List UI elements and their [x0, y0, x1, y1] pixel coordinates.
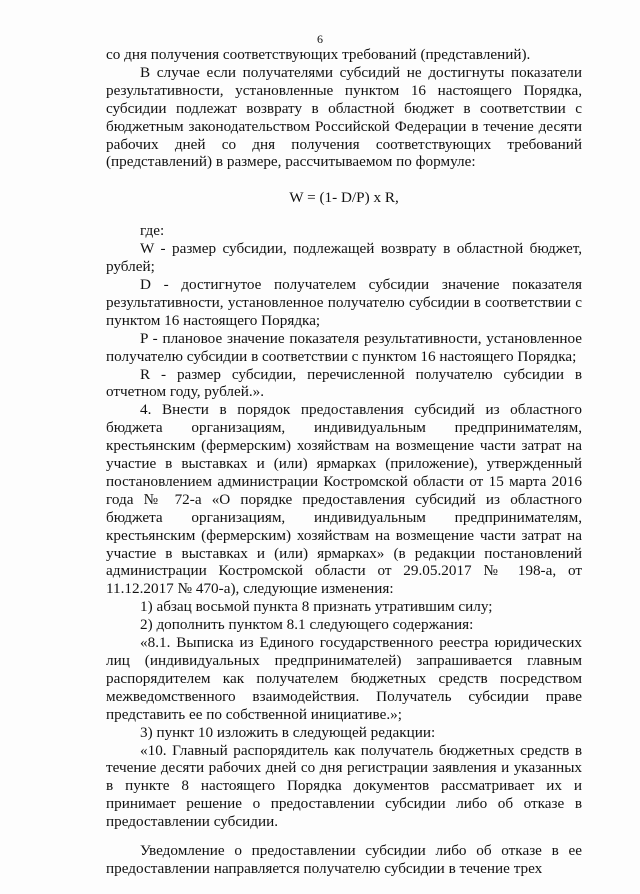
- paragraph-clause-8-1: «8.1. Выписка из Единого государственного реестра юридических лиц (индивидуальных предпринимателей) запрашивается главным распорядителем как получателем бюджетных средств посредством межведомственного взаимодействия. Получатель субсидии праве представить ее по собственной инициативе.»;: [106, 634, 582, 723]
- paragraph-where: где:: [140, 222, 165, 240]
- paragraph-notification: Уведомление о предоставлении субсидии либо об отказе в ее предоставлении направляется получателю субсидии в течение трех: [106, 842, 582, 877]
- paragraph-continuation: со дня получения соответствующих требований (представлений).: [106, 46, 531, 63]
- definition-d: D - достигнутое получателем субсидии значение показателя результативности, установленное получателю субсидии в соответствии с пунктом 16 настоящего Порядка;: [106, 275, 582, 329]
- page-number: 6: [317, 32, 323, 46]
- document-body: [106, 46, 582, 878]
- paragraph-item-4: 4. Внести в порядок предоставления субсидий из областного бюджета организациям, индивидуальным предпринимателям, крестьянским (фермерским) хозяйствам на возмещение части затрат на участие в выставках и (или) ярмарках (приложение), утвержденный постановлением администрации Костромской области от 15 марта 2016 года № 72-а «О порядке предоставления субсидий из областного бюджета организациям, индивидуальным предпринимателям, крестьянским (фермерским) хозяйствам на возмещение части затрат на участие в выставках и (или) ярмарках» (в редакции постановлений администрации Костромской области от 29.05.2017 № 198-а, от 11.12.2017 № 470-а), следующие изменения:: [106, 401, 582, 598]
- paragraph-change-2: 2) дополнить пунктом 8.1 следующего содержания:: [140, 616, 474, 634]
- definition-p: P - плановое значение показателя результативности, установленное получателю субсидии в соответствии с пунктом 16 настоящего Порядка;: [106, 329, 582, 365]
- paragraph-change-1: 1) абзац восьмой пункта 8 признать утратившим силу;: [140, 598, 493, 616]
- paragraph-change-3: 3) пункт 10 изложить в следующей редакции:: [140, 723, 436, 741]
- definition-r: R - размер субсидии, перечисленной получателю субсидии в отчетном году, рублей.».: [106, 365, 582, 401]
- paragraph-refund-condition: В случае если получателями субсидий не достигнуты показатели результативности, установленные пунктом 16 настоящего Порядка, субсидии подлежат возврату в областной бюджет в соответствии с бюджетным законодательством Российской Федерации в течение десяти рабочих дней со дня получения соответствующих требований (представлений) в размере, рассчитываемом по формуле:: [106, 63, 582, 171]
- definition-w: W - размер субсидии, подлежащей возврату в областной бюджет, рублей;: [106, 240, 582, 276]
- paragraph-clause-10: «10. Главный распорядитель как получатель бюджетных средств в течение десяти рабочих дней со дня регистрации заявления и указанных в пункте 8 настоящего Порядка документов рассматривает их и принимает решение о предоставлении субсидии либо об отказе в предоставлении субсидии.: [106, 741, 582, 831]
- refund-formula: W = (1- D/P) x R,: [289, 189, 399, 207]
